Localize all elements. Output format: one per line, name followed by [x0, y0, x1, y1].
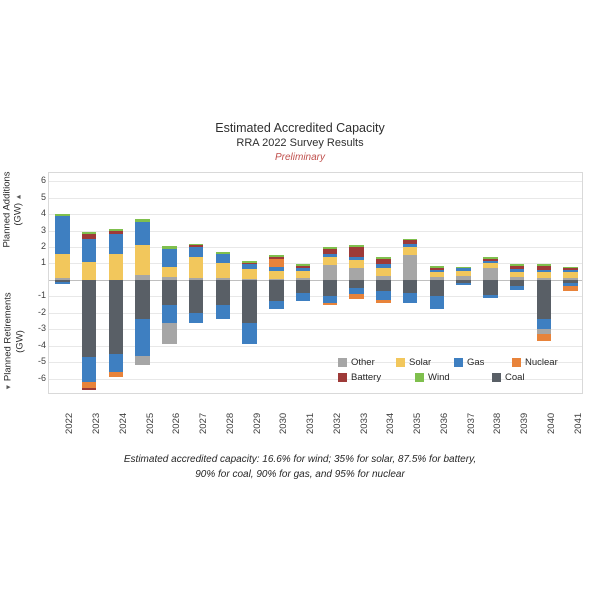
arrow-up-icon: ▲ — [15, 193, 23, 201]
legend-row — [338, 370, 570, 385]
bar-segment-retire-gas — [242, 323, 257, 344]
bar-segment-solar — [135, 245, 150, 275]
bar-column[interactable] — [242, 173, 257, 393]
legend-item-battery[interactable] — [338, 372, 415, 383]
footnote-line-2: 90% for coal, 90% for gas, and 95% for nuclear — [195, 469, 405, 480]
bar-segment-retire-gas — [376, 291, 391, 299]
bar-segment-retire-gas — [323, 296, 338, 303]
bar-segment-battery — [430, 268, 445, 270]
bar-segment-wind — [430, 266, 445, 268]
bar-segment-battery — [269, 257, 284, 259]
legend-row — [338, 355, 570, 370]
legend-item-nuclear[interactable] — [512, 357, 570, 368]
bar-segment-retire-nuclear — [349, 294, 364, 299]
bar-segment-retire-coal — [162, 280, 177, 305]
x-tick-label: 2039 — [519, 412, 531, 434]
arrow-down-icon: ▼ — [5, 383, 13, 391]
bar-segment-wind — [296, 264, 311, 266]
bar-segment-retire-other — [162, 323, 177, 344]
bar-segment-retire-coal — [323, 280, 338, 296]
bar-segment-battery — [510, 266, 525, 269]
bar-segment-retire-coal — [537, 280, 552, 319]
bar-segment-solar — [109, 254, 124, 280]
bar-segment-retire-gas — [82, 357, 97, 382]
bar-column[interactable] — [216, 173, 231, 393]
legend-swatch-icon — [415, 373, 424, 382]
x-tick-label: 2029 — [251, 412, 263, 434]
bar-segment-retire-coal — [189, 280, 204, 313]
bar-segment-retire-gas — [456, 283, 471, 285]
chart-footnote — [80, 452, 520, 482]
bar-column[interactable] — [189, 173, 204, 393]
bar-segment-wind — [55, 214, 70, 216]
bar-segment-solar — [430, 272, 445, 277]
legend-swatch-icon — [512, 358, 521, 367]
bar-segment-gas — [55, 216, 70, 254]
bar-segment-retire-coal — [349, 280, 364, 288]
bar-segment-retire-coal — [216, 280, 231, 305]
bar-segment-gas — [323, 254, 338, 257]
y-axis-title-additions-text: Planned Additions (GW) — [1, 171, 24, 248]
bar-segment-retire-gas — [510, 286, 525, 289]
bar-segment-retire-gas — [483, 295, 498, 298]
bar-segment-battery — [323, 249, 338, 254]
bar-segment-other — [349, 268, 364, 280]
bar-segment-wind — [242, 261, 257, 263]
bar-segment-gas — [189, 247, 204, 257]
bar-segment-wind — [135, 219, 150, 222]
x-tick-label: 2038 — [492, 412, 504, 434]
bar-segment-solar — [323, 257, 338, 265]
x-tick-label: 2026 — [171, 412, 183, 434]
bar-column[interactable] — [55, 173, 70, 393]
bar-segment-retire-coal — [510, 280, 525, 287]
bar-segment-retire-gas — [403, 293, 418, 303]
bar-column[interactable] — [82, 173, 97, 393]
x-tick-label: 2027 — [198, 412, 210, 434]
bar-segment-retire-coal — [109, 280, 124, 354]
bar-segment-wind — [376, 257, 391, 259]
legend-swatch-icon — [338, 358, 347, 367]
footnote-line-1: Estimated accredited capacity: 16.6% for wind; 35% for solar, 87.5% for battery, — [123, 454, 477, 465]
bar-segment-retire-nuclear — [82, 382, 97, 389]
bar-segment-solar — [537, 272, 552, 278]
bar-segment-battery — [242, 263, 257, 265]
bar-segment-wind — [456, 267, 471, 269]
bar-segment-retire-nuclear — [323, 303, 338, 305]
bar-segment-other — [483, 268, 498, 280]
bar-segment-wind — [537, 264, 552, 266]
y-axis-tick-labels — [28, 172, 48, 394]
bar-segment-battery — [296, 266, 311, 268]
x-tick-label: 2035 — [412, 412, 424, 434]
x-tick-label: 2031 — [305, 412, 317, 434]
bar-segment-battery — [82, 234, 97, 239]
bar-segment-retire-coal — [135, 280, 150, 319]
legend-item-gas[interactable] — [454, 357, 512, 368]
y-axis-title-retirements-text: Planned Retirements (GW) — [2, 292, 26, 382]
bar-segment-retire-coal — [296, 280, 311, 293]
bar-segment-solar — [189, 257, 204, 278]
bar-segment-other — [323, 265, 338, 280]
bar-segment-solar — [296, 271, 311, 278]
bar-segment-gas — [242, 264, 257, 269]
bar-segment-gas — [376, 264, 391, 267]
legend-swatch-icon — [338, 373, 347, 382]
bar-segment-retire-gas — [296, 293, 311, 301]
y-tick-label: -6 — [37, 372, 46, 383]
x-tick-label: 2022 — [64, 412, 76, 434]
bar-segment-retire-coal — [376, 280, 391, 292]
bar-segment-nuclear — [269, 259, 284, 267]
bar-segment-battery — [376, 259, 391, 265]
x-tick-label: 2033 — [358, 412, 370, 434]
bar-segment-gas — [430, 270, 445, 272]
bar-column[interactable] — [296, 173, 311, 393]
bar-segment-retire-nuclear — [537, 334, 552, 341]
bar-segment-retire-nuclear — [563, 286, 578, 291]
x-tick-label: 2034 — [385, 412, 397, 434]
bar-segment-retire-gas — [537, 319, 552, 329]
page-title: Estimated Accredited Capacity — [215, 121, 385, 135]
bar-segment-solar — [376, 268, 391, 276]
bar-segment-wind — [162, 246, 177, 248]
legend-item-other[interactable] — [338, 357, 396, 368]
bar-segment-battery — [537, 266, 552, 270]
y-tick-label: 4 — [40, 208, 46, 219]
bar-segment-solar — [483, 263, 498, 268]
legend-swatch-icon — [396, 358, 405, 367]
bar-segment-solar — [269, 271, 284, 279]
bar-segment-retire-coal — [430, 280, 445, 296]
bar-segment-gas — [563, 270, 578, 272]
bar-segment-battery — [403, 240, 418, 243]
bar-column[interactable] — [162, 173, 177, 393]
bar-segment-solar — [55, 254, 70, 279]
bar-segment-battery — [483, 259, 498, 261]
y-tick-label: 5 — [40, 191, 46, 202]
bar-segment-battery — [349, 247, 364, 257]
bar-segment-retire-gas — [55, 282, 70, 284]
bar-segment-wind — [403, 239, 418, 241]
y-tick-label: 3 — [40, 224, 46, 235]
bar-segment-wind — [483, 257, 498, 259]
legend-label: Coal — [505, 372, 525, 383]
bar-segment-gas — [269, 267, 284, 271]
y-tick-label: -5 — [37, 356, 46, 367]
bar-column[interactable] — [269, 173, 284, 393]
chart-legend — [338, 355, 570, 385]
legend-item-coal[interactable] — [492, 372, 569, 383]
legend-label: Nuclear — [525, 357, 558, 368]
bar-segment-gas — [296, 268, 311, 271]
bar-segment-retire-gas — [189, 313, 204, 323]
x-tick-label: 2036 — [438, 412, 450, 434]
bar-segment-battery — [109, 231, 124, 234]
bar-segment-solar — [216, 263, 231, 278]
bar-column[interactable] — [135, 173, 150, 393]
bar-segment-retire-other — [135, 356, 150, 366]
y-tick-label: 1 — [40, 257, 46, 268]
bar-segment-wind — [323, 247, 338, 249]
bar-segment-solar — [403, 247, 418, 255]
bar-segment-retire-coal — [82, 280, 97, 357]
legend-label: Battery — [351, 372, 382, 383]
bar-segment-wind — [82, 232, 97, 234]
bar-segment-gas — [135, 222, 150, 245]
bar-segment-gas — [510, 269, 525, 271]
bar-segment-solar — [242, 269, 257, 279]
bar-segment-battery — [563, 268, 578, 270]
bar-segment-wind — [510, 264, 525, 266]
bar-segment-gas — [456, 268, 471, 270]
bar-segment-solar — [563, 272, 578, 278]
bar-segment-retire-coal — [242, 280, 257, 323]
y-tick-label: 2 — [40, 241, 46, 251]
chart-title-block — [0, 120, 600, 165]
bar-segment-retire-coal — [483, 280, 498, 295]
y-axis-title-retirements — [3, 292, 26, 392]
bar-segment-other — [403, 255, 418, 280]
x-tick-label: 2041 — [572, 412, 584, 434]
bar-segment-retire-gas — [269, 301, 284, 309]
bar-segment-retire-gas — [430, 296, 445, 309]
legend-item-wind[interactable] — [415, 372, 492, 383]
bar-segment-wind — [269, 255, 284, 257]
legend-item-solar[interactable] — [396, 357, 454, 368]
bar-segment-solar — [82, 262, 97, 280]
x-tick-label: 2037 — [465, 412, 477, 434]
bar-segment-retire-battery — [82, 388, 97, 390]
legend-label: Gas — [467, 357, 485, 368]
legend-label: Other — [351, 357, 375, 368]
y-tick-label: -4 — [37, 339, 46, 350]
bar-segment-retire-gas — [109, 354, 124, 372]
bar-segment-retire-gas — [135, 319, 150, 355]
y-tick-label: 6 — [40, 175, 46, 186]
x-tick-label: 2028 — [224, 412, 236, 434]
bar-segment-wind — [216, 252, 231, 254]
legend-swatch-icon — [454, 358, 463, 367]
legend-label: Wind — [428, 372, 450, 383]
bar-column[interactable] — [323, 173, 338, 393]
x-axis-tick-labels — [48, 396, 583, 438]
y-axis-title-additions — [2, 165, 25, 255]
y-tick-label: -2 — [37, 306, 46, 317]
bar-segment-wind — [189, 244, 204, 246]
legend-swatch-icon — [492, 373, 501, 382]
preliminary-label: Preliminary — [274, 152, 325, 163]
bar-segment-solar — [349, 260, 364, 268]
bar-segment-battery — [189, 245, 204, 247]
bar-segment-retire-gas — [216, 305, 231, 320]
bar-column[interactable] — [109, 173, 124, 393]
bar-segment-gas — [109, 234, 124, 254]
bar-segment-gas — [403, 244, 418, 247]
bar-segment-retire-coal — [403, 280, 418, 293]
bar-segment-gas — [349, 257, 364, 260]
x-tick-label: 2024 — [117, 412, 129, 434]
bar-segment-retire-nuclear — [109, 372, 124, 377]
y-tick-label: -1 — [37, 290, 46, 301]
bar-segment-gas — [483, 261, 498, 263]
bar-segment-wind — [109, 229, 124, 231]
x-tick-label: 2032 — [331, 412, 343, 434]
legend-label: Solar — [409, 357, 432, 368]
chart-subtitle: RRA 2022 Survey Results — [236, 137, 364, 149]
bar-segment-retire-nuclear — [376, 300, 391, 303]
bar-segment-solar — [456, 271, 471, 276]
x-tick-label: 2030 — [278, 412, 290, 434]
y-tick-label: -3 — [37, 323, 46, 334]
x-tick-label: 2025 — [144, 412, 156, 434]
x-tick-label: 2023 — [91, 412, 103, 434]
bar-segment-wind — [349, 245, 364, 247]
bar-segment-retire-coal — [269, 280, 284, 301]
bar-segment-wind — [563, 267, 578, 269]
bar-segment-solar — [510, 272, 525, 277]
bar-segment-solar — [162, 267, 177, 277]
bar-segment-gas — [216, 254, 231, 264]
bar-segment-gas — [537, 270, 552, 272]
bar-segment-gas — [82, 239, 97, 262]
x-tick-label: 2040 — [545, 412, 557, 434]
bar-segment-gas — [162, 249, 177, 267]
bar-segment-retire-gas — [162, 305, 177, 323]
